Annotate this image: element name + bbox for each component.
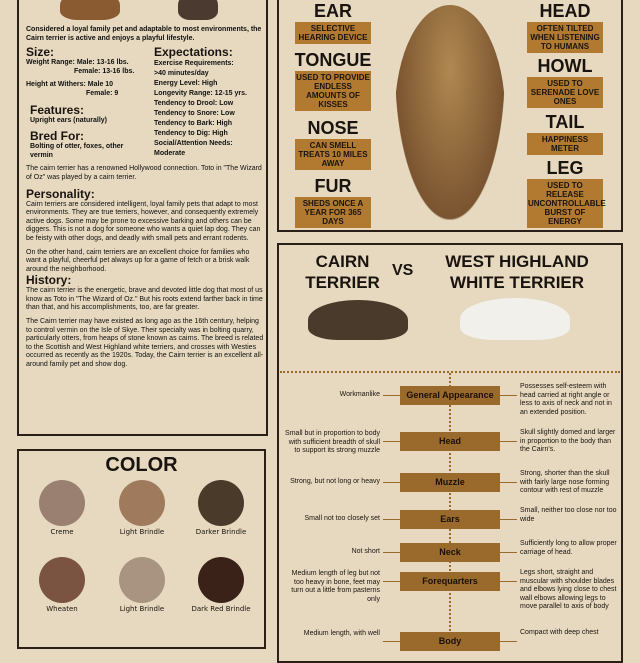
cairn-terrier-photo <box>395 5 505 220</box>
history-heading: History: <box>26 273 72 288</box>
expectation-item: Energy Level: High <box>154 80 218 88</box>
trait-label: Head <box>400 432 500 451</box>
westie-trait-text: Small, neither too close nor too wide <box>520 507 617 523</box>
weight-female: Female: 13-16 lbs. <box>74 67 135 75</box>
bred-text: Bolting of otter, foxes, other vermin <box>30 143 124 159</box>
cairn-trait-text: Not short <box>351 548 380 555</box>
anatomy-item <box>293 119 373 170</box>
westie-trait-text: Skull slightly domed and larger in proportion to the body than the Cairn's. <box>520 429 616 454</box>
personality-heading: Personality: <box>26 186 95 201</box>
anatomy-item <box>525 2 605 53</box>
anatomy-tag: USED TO SERENADE LOVE ONES <box>527 77 603 108</box>
expectation-item: Tendency to Drool: Low <box>154 100 234 108</box>
westie-title: WEST HIGHLAND WHITE TERRIER <box>445 252 589 292</box>
expectation-item: Social/Attention Needs: <box>154 140 233 148</box>
trait-label: Forequarters <box>400 572 500 591</box>
info-content <box>26 26 264 370</box>
expectations-heading: Expectations: <box>154 45 233 60</box>
anatomy-tag: USED TO PROVIDE ENDLESS AMOUNTS OF KISSES <box>296 73 370 110</box>
expectation-item: >40 minutes/day <box>154 70 209 78</box>
westie-trait-text: Compact with deep chest <box>520 629 599 636</box>
dogs-photo-2 <box>178 0 218 20</box>
color-swatch-label: Darker Brindle <box>195 528 247 536</box>
dogs-photo <box>60 0 120 20</box>
anatomy-item <box>293 51 373 111</box>
anatomy-label: HEAD <box>539 1 591 21</box>
anatomy-label: FUR <box>314 175 352 196</box>
westie-trait-text: Sufficiently long to allow proper carriage of head. <box>520 540 617 556</box>
connector-line <box>383 482 400 483</box>
cairn-trait-text: Small but in proportion to body with sufficient breadth of skull to support its strong muzzle <box>285 430 380 455</box>
color-swatch <box>119 480 165 526</box>
weight-male: Weight Range: Male: 13-16 lbs. <box>26 59 129 67</box>
anatomy-item <box>525 113 605 155</box>
hollywood-text: The cairn terrier has a renowned Hollywood connection. Toto in "The Wizard of Oz" was played by a cairn terrier. <box>26 165 262 181</box>
cairn-trait-text: Strong, but not long or heavy <box>290 478 380 485</box>
anatomy-label: TONGUE <box>294 50 372 71</box>
color-swatch-label: Wheaten <box>46 605 78 613</box>
color-panel <box>17 449 266 649</box>
cairn-trait-text: Small not too closely set <box>304 515 380 522</box>
features-heading: Features: <box>30 102 85 117</box>
cairn-trait-text: Workmanlike <box>339 391 380 398</box>
connector-line <box>500 581 517 582</box>
color-swatch-label: Light Brindle <box>119 605 165 613</box>
connector-line <box>500 482 517 483</box>
connector-line <box>500 641 517 642</box>
anatomy-tag: CAN SMELL TREATS 10 MILES AWAY <box>295 139 371 170</box>
trait-label: General Appearance <box>400 386 500 405</box>
anatomy-item <box>293 177 373 228</box>
anatomy-label: HOWL <box>537 56 593 77</box>
anatomy-label: NOSE <box>307 117 359 138</box>
westie-trait-text: Possesses self-esteem with head carried at right angle or less to axis of neck and not in an extended position. <box>520 383 612 416</box>
cairn-trait-text: Medium length of leg but not too heavy in bone, feet may turn out a little from pasterns only <box>291 570 380 603</box>
personality-p2: On the other hand, cairn terriers are an excellent choice for families who want a playful, cheerful pet always up for a game of fetch or a brisk walk around the neighborhood. <box>26 248 250 273</box>
history-p1: The cairn terrier is the energetic, brave and devoted little dog that most of us know as Toto in "The Wizard of Oz." But his roots extend farther back in time than that, and his accomplishments, too, are far greater. <box>26 287 263 312</box>
color-swatch <box>39 480 85 526</box>
color-swatch <box>198 480 244 526</box>
connector-line <box>383 519 400 520</box>
height-female: Female: 9 <box>86 89 119 97</box>
color-swatch <box>198 557 244 603</box>
cairn-trait-text: Medium length, with well <box>303 630 380 637</box>
anatomy-label: EAR <box>313 1 352 21</box>
westie-lying-photo <box>460 298 570 340</box>
anatomy-left-column <box>293 2 373 228</box>
trait-label: Ears <box>400 510 500 529</box>
info-columns <box>26 46 264 160</box>
connector-line <box>500 395 517 396</box>
trait-label: Body <box>400 632 500 651</box>
color-swatch-label: Light Brindle <box>119 528 165 536</box>
connector-line <box>383 552 400 553</box>
cairn-lying-photo <box>308 300 408 340</box>
size-heading: Size: <box>26 45 55 60</box>
intro-text: Considered a loyal family pet and adaptable to most environments, the Cairn terrier is active and enjoys a playful lifestyle. <box>26 26 262 42</box>
anatomy-label: LEG <box>546 157 584 178</box>
expectation-item: Tendency to Snore: Low <box>154 110 235 118</box>
connector-line <box>383 395 400 396</box>
connector-line <box>500 519 517 520</box>
anatomy-label: TAIL <box>545 111 585 132</box>
color-heading: COLOR <box>105 454 178 476</box>
anatomy-tag: SELECTIVE HEARING DEVICE <box>295 22 371 44</box>
personality-p1: Cairn terriers are considered intelligent, loyal family pets that adapt to most environments. They are true terriers, however, and consequently extremely active dogs. Some may be prone to excessive barking and others can be diggers. This is not a dog for someone who wants a quiet lap dog. They can be feisty with other dogs, and deadly with small pets and errant rodents. <box>26 200 261 242</box>
connector-line <box>383 581 400 582</box>
expectation-item: Exercise Requirements: <box>154 60 234 68</box>
connector-line <box>383 441 400 442</box>
expectation-item: Longevity Range: 12-15 yrs. <box>154 90 247 98</box>
expectations-column <box>154 46 264 160</box>
anatomy-tag: SHEDS ONCE A YEAR FOR 365 DAYS <box>295 197 371 228</box>
bred-heading: Bred For: <box>30 129 84 144</box>
vs-label: VS <box>392 262 414 279</box>
height-male: Height at Withers: Male 10 <box>26 81 114 89</box>
expectation-item: Moderate <box>154 150 186 158</box>
anatomy-item <box>525 57 605 108</box>
anatomy-tag: HAPPINESS METER <box>527 133 603 155</box>
trait-label: Muzzle <box>400 473 500 492</box>
connector-line <box>500 552 517 553</box>
cairn-title: CAIRN TERRIER <box>305 252 380 292</box>
history-p2: The Cairn terrier may have existed as long ago as the 16th century, helping to control vermin on the Isle of Skye. Their specialty was in bolting quarry, particularly otters, from heaps of stone known as cairns. The breed is related to the Scottish and West Highland white terriers, and crosses with Westies occurred as recently as the 1920s. Today, the Cairn terrier is an excellent all-around family pet and show dog. <box>26 318 264 369</box>
connector-line <box>383 641 400 642</box>
size-column <box>26 46 148 160</box>
center-line <box>449 373 451 643</box>
anatomy-item <box>525 159 605 228</box>
anatomy-item <box>293 2 373 44</box>
connector-line <box>500 441 517 442</box>
features-text: Upright ears (naturally) <box>30 116 108 124</box>
expectation-item: Tendency to Dig: High <box>154 130 228 138</box>
color-swatch-label: Dark Red Brindle <box>191 605 251 613</box>
color-swatch <box>119 557 165 603</box>
anatomy-tag: USED TO RELEASE UNCONTROLLABLE BURST OF ENERGY <box>528 180 606 226</box>
anatomy-tag: OFTEN TILTED WHEN LISTENING TO HUMANS <box>527 22 603 53</box>
color-swatch <box>39 557 85 603</box>
expectation-item: Tendency to Bark: High <box>154 120 233 128</box>
westie-trait-text: Legs short, straight and muscular with shoulder blades and elbows lying close to chest wall elbows allowing legs to move parallel to axis of body <box>520 569 617 611</box>
trait-label: Neck <box>400 543 500 562</box>
westie-trait-text: Strong, shorter than the skull with fairly large nose forming contour with rest of muzzle <box>520 470 610 495</box>
color-swatch-label: Creme <box>50 528 74 536</box>
anatomy-right-column <box>525 2 605 228</box>
